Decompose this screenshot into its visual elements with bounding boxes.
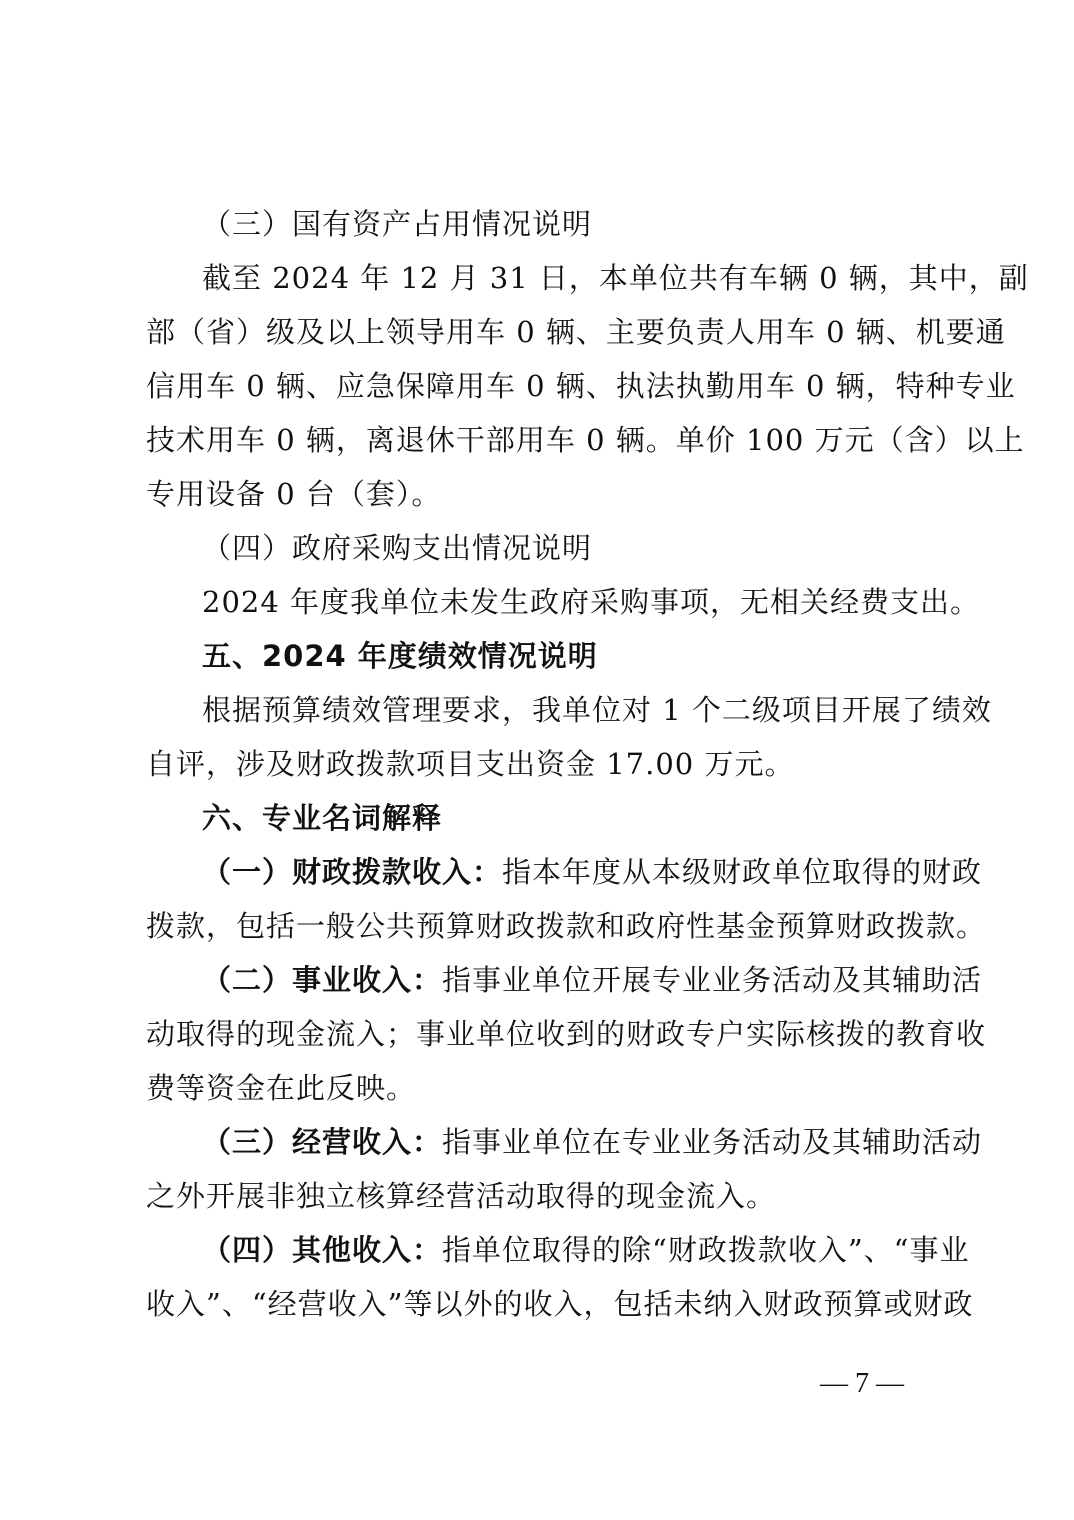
paragraph-line: 信用车 0 辆、应急保障用车 0 辆、执法执勤用车 0 辆，特种专业: [146, 369, 1016, 403]
definition-term: （二）事业收入：: [202, 963, 443, 997]
definition-line: [202, 962, 983, 998]
definition-line: [202, 854, 983, 890]
definition-term: （三）经营收入：: [202, 1125, 443, 1159]
paragraph-line: 之外开展非独立核算经营活动取得的现金流入。: [146, 1179, 777, 1213]
paragraph-line: 2024 年度我单位未发生政府采购事项，无相关经费支出。: [202, 585, 981, 619]
definition-text: 指事业单位开展专业业务活动及其辅助活: [442, 963, 983, 997]
definition-text: 指本年度从本级财政单位取得的财政: [502, 855, 983, 889]
page-number: — 7 —: [820, 1368, 904, 1399]
section-heading-state-assets: （三）国有资产占用情况说明: [202, 207, 593, 241]
paragraph-line: 收入”、“经营收入”等以外的收入，包括未纳入财政预算或财政: [146, 1287, 974, 1321]
paragraph-line: 根据预算绩效管理要求，我单位对 1 个二级项目开展了绩效: [202, 693, 992, 727]
definition-term: （一）财政拨款收入：: [202, 855, 503, 889]
paragraph-line: 费等资金在此反映。: [146, 1071, 417, 1105]
paragraph-line: 专用设备 0 台（套）。: [146, 477, 442, 511]
paragraph-line: 动取得的现金流入；事业单位收到的财政专户实际核拨的教育收: [146, 1017, 987, 1051]
paragraph-line: 部（省）级及以上领导用车 0 辆、主要负责人用车 0 辆、机要通: [146, 315, 1006, 349]
paragraph-line: 技术用车 0 辆，离退休干部用车 0 辆。单价 100 万元（含）以上: [146, 423, 1025, 457]
chapter-heading-performance: 五、2024 年度绩效情况说明: [202, 639, 598, 673]
paragraph-line: 自评，涉及财政拨款项目支出资金 17.00 万元。: [146, 747, 795, 781]
definition-line: [202, 1124, 983, 1160]
definition-text: 指单位取得的除“财政拨款收入”、“事业: [442, 1233, 970, 1267]
paragraph-line: 拨款，包括一般公共预算财政拨款和政府性基金预算财政拨款。: [146, 909, 987, 943]
paragraph-line: 截至 2024 年 12 月 31 日，本单位共有车辆 0 辆，其中，副: [202, 261, 1029, 295]
definition-line: [202, 1232, 970, 1268]
definition-term: （四）其他收入：: [202, 1233, 443, 1267]
definition-text: 指事业单位在专业业务活动及其辅助活动: [442, 1125, 983, 1159]
chapter-heading-glossary: 六、专业名词解释: [202, 801, 443, 835]
section-heading-procurement: （四）政府采购支出情况说明: [202, 531, 593, 565]
